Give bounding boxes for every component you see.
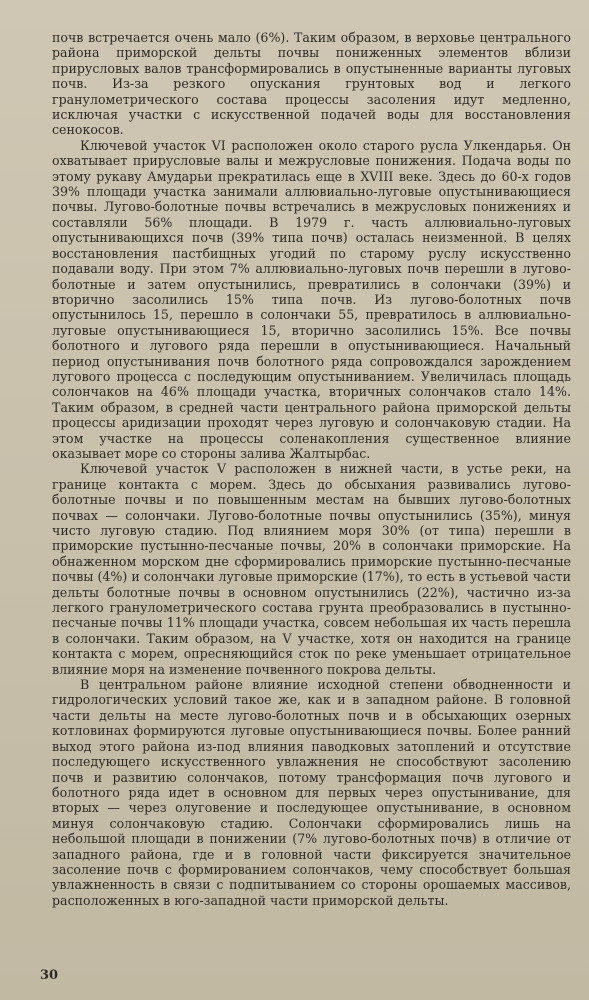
paragraph-central-region: В центральном районе влияние исходной степени обводненности и гидрологических условий такое же, как и в западном районе. В головной части дельты на месте лугово-болотных почв и в обсыхающих озерных котловинах формируются луговые опустынивающиеся почвы. Более ранний выход этого района из-под влияния паводковых затоплений и отсутствие последующего искусственного увлажнения не способствуют засолению почв и развитию солончаков, потому трансформация почв лугового и болотного ряда идет в основном для первых через опустынивание, для вторых — через олуговение и последующее опустынивание, в основном минуя солончаковую стадию. Солончаки сформировались лишь на небольшой площади в понижении (7% лугово-болотных почв) в отличие от западного района, где и в головной части фиксируется значительное засоление почв с формированием солончаков, чему способствует большая увлажненность в связи с подпитыванием со стороны орошаемых массивов, расположенных в юго-западной части приморской дельты. bbox=[52, 677, 571, 908]
paragraph-key-site-v: Ключевой участок V расположен в нижней части, в устье реки, на границе контакта с морем. Здесь до обсыхания развивались лугово-болотные почвы и по повышенным местам на бывших лугово-болотных почвах — солончаки. Лугово-болотные почвы опустынились (35%), минуя чисто луговую стадию. Под влиянием моря 30% (от типа) перешли в приморские пустынно-песчаные почвы, 20% в солончаки приморские. На обнаженном морском дне сформировались приморские пустынно-песчаные почвы (4%) и солончаки луговые приморские (17%), то есть в устьевой части дельты болотные почвы в основном опустынились (22%), частично из-за легкого гранулометрического состава грунта преобразовались в пустынно-песчаные почвы 11% площади участка, совсем небольшая их часть перешла в солончаки. Таким образом, на V участке, хотя он находится на границе контакта с морем, опресняющийся сток по реке уменьшает отрицательное влияние моря на изменение почвенного покрова дельты. bbox=[52, 461, 571, 677]
page-number: 30 bbox=[40, 968, 59, 983]
paragraph-key-site-vi: Ключевой участок VI расположен около старого русла Улкендарья. Он охватывает прирусловые валы и межрусловые понижения. Подача воды по этому рукаву Амударьи прекратилась еще в XVIII веке. Здесь до 60-х годов 39% площади участка занимали аллювиально-луговые опустынивающиеся почвы. Лугово-болотные почвы встречались в межрусловых понижениях и составляли 56% площади. В 1979 г. часть аллювиально-луговых опустынивающихся почв (39% типа почв) осталась неизменной. В целях восстановления пастбищных угодий по старому руслу искусственно подавали воду. При этом 7% аллювиально-луговых почв перешли в лугово-болотные и затем опустынились, превратились в солончаки (39%) и вторично засолились 15% типа почв. Из лугово-болотных почв опустынилось 15, перешло в солончаки 55, превратилось в аллювиально-луговые опустынивающиеся 15, вторично засолились 15%. Все почвы болотного и лугового ряда перешли в опустынивающиеся. Начальный период опустынивания почв болотного ряда сопровождался зарождением лугового процесса с последующим опустыниванием. Увеличилась площадь солончаков на 46% площади участка, вторичных солончаков стало 14%. Таким образом, в средней части центрального района приморской дельты процессы аридизации проходят через луговую и солончаковую стадии. На этом участке на процессы соленакопления существенное влияние оказывает море со стороны залива Жалтырбас. bbox=[52, 137, 571, 461]
paragraph-continuation: почв встречается очень мало (6%). Таким образом, в верховье центрального района приморской дельты почвы пониженных элементов вблизи прирусловых валов трансформировались в опустыненные варианты луговых почв. Из-за резкого опускания грунтовых вод и легкого гранулометрического состава процессы засоления идут медленно, исключая участки с искусственной подачей воды для восстановления сенокосов. bbox=[52, 30, 571, 138]
